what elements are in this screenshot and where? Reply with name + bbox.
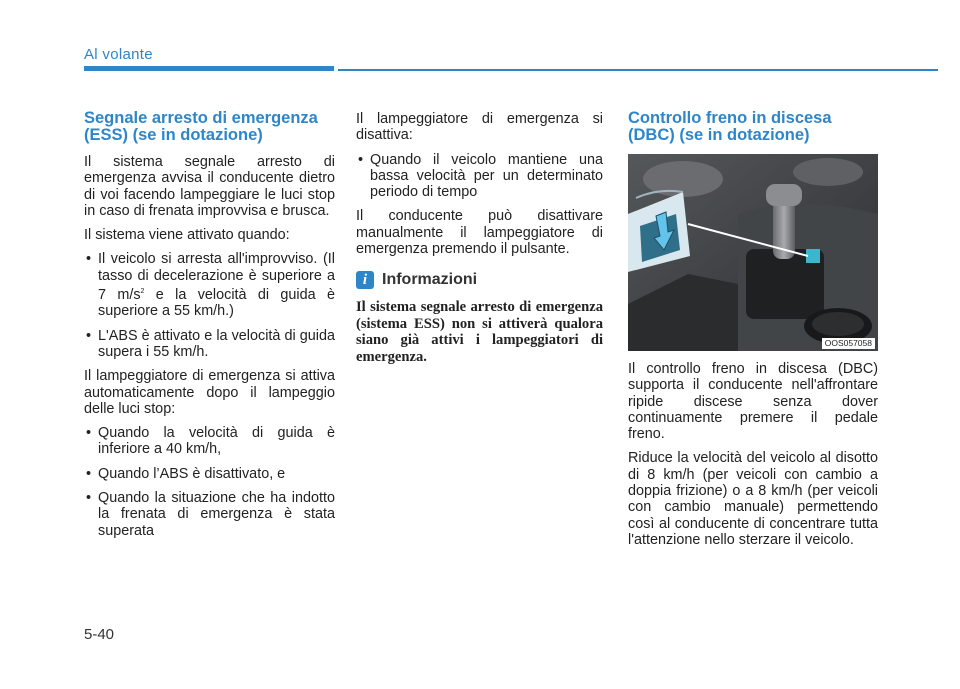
ess-auto-off-item: • Quando l’ABS è disattivato, e <box>84 466 335 482</box>
ess-activation-lead: Il sistema viene attivato quando: <box>84 227 290 244</box>
header-rule-thick <box>84 66 334 71</box>
dbc-para2: Riduce la velocità del veicolo al disotto di 8 km/h (per veicoli con cambio a doppia frizione) o a 8 km/h (per veicoli con cambio manuale) permettendo così al conducente di concentrare tutta l'attenzione nello sterzare il veicolo. <box>628 450 878 548</box>
ess-auto-off-item: • Quando la situazione che ha indotto la frenata di emergenza è stata superata <box>84 490 335 539</box>
info-header <box>356 271 603 289</box>
ess-activation-list <box>84 251 335 360</box>
info-text: Il sistema segnale arresto di emergenza (sistema ESS) non si attiverà qualora siano già attivi i lampeggiatori di emergenza. <box>356 299 603 365</box>
info-title: Informazioni <box>382 271 478 289</box>
dbc-title: Controllo freno in discesa (DBC) (se in dotazione) <box>628 109 832 144</box>
image-code: OOS057058 <box>822 338 875 349</box>
ess-intro: Il sistema segnale arresto di emergenza avvisa il conducente dietro di voi facendo lampeggiare le luci stop in caso di frenata improvvisa e brusca. <box>84 154 335 219</box>
dbc-button-photo <box>628 154 878 351</box>
section-header: Al volante <box>84 46 153 63</box>
info-icon: i <box>356 271 374 289</box>
ess-deactivation-lead: Il lampeggiatore di emergenza si disattiva: <box>356 111 603 144</box>
ess-activation-item: • Il veicolo si arresta all'improvviso. (Il tasso di decelerazione è superiore a 7 $m/s^2$ e la velocità di guida è superiore a 55 km/h.) <box>84 251 335 319</box>
ess-title: Segnale arresto di emergenza (ESS) (se in dotazione) <box>84 109 318 144</box>
column-left <box>84 110 335 547</box>
ess-deactivation-item: • Quando il veicolo mantiene una bassa velocità per un determinato periodo di tempo <box>356 152 603 201</box>
header-rule-thin <box>338 69 938 71</box>
ess-auto-off-lead: Il lampeggiatore di emergenza si attiva automaticamente dopo il lampeggio delle luci stop: <box>84 368 335 417</box>
ess-auto-off-list <box>84 425 335 539</box>
ess-deactivation-list <box>356 152 603 201</box>
ess-activation-item: • L'ABS è attivato e la velocità di guida supera i 55 km/h. <box>84 328 335 361</box>
ess-auto-off-item: • Quando la velocità di guida è inferiore a 40 km/h, <box>84 425 335 458</box>
console-illustration <box>628 154 878 351</box>
ess-manual-off: Il conducente può disattivare manualmente il lampeggiatore di emergenza premendo il pulsante. <box>356 208 603 258</box>
dbc-para1: Il controllo freno in discesa (DBC) supporta il conducente nell'affrontare ripide discese senza dover continuamente premere il pedale freno. <box>628 361 878 443</box>
column-middle <box>356 111 603 365</box>
page-number: 5-40 <box>84 626 115 643</box>
column-right <box>628 110 878 556</box>
